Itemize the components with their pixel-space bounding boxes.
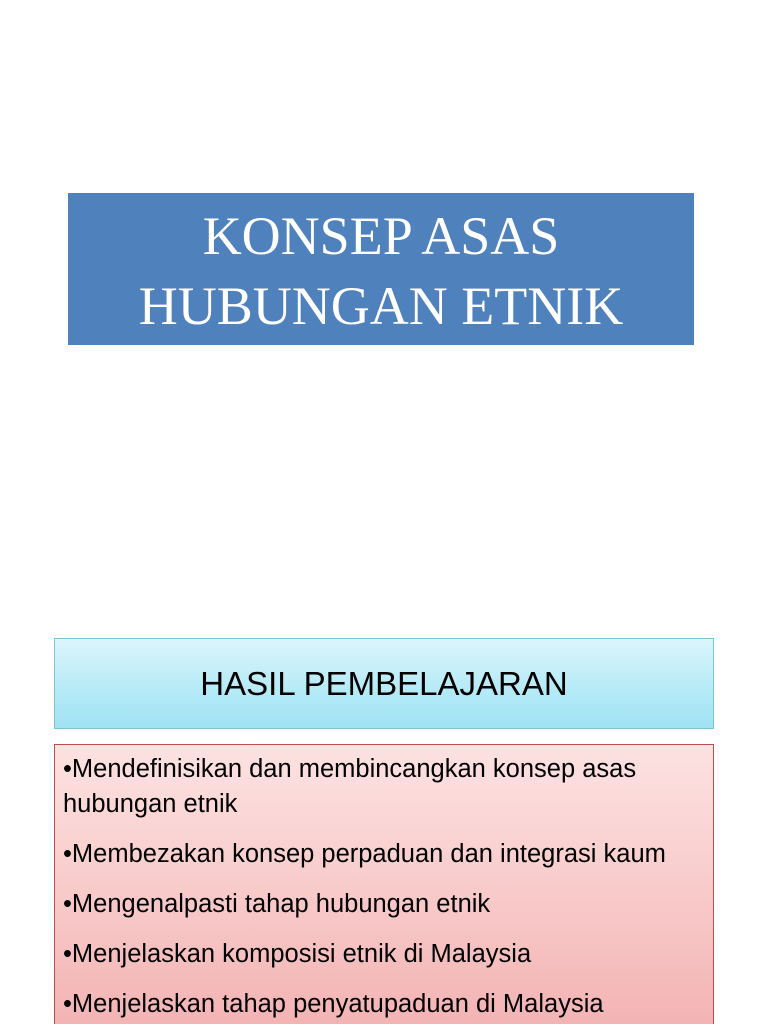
learning-outcomes-title: HASIL PEMBELAJARAN (200, 664, 568, 702)
list-item: •Menjelaskan tahap penyatupaduan di Malaysia (63, 990, 604, 1018)
title-line-1: KONSEP ASAS (202, 206, 560, 266)
title-line-2: HUBUNGAN ETNIK (138, 276, 624, 336)
title-banner (68, 193, 694, 345)
learning-outcomes-header (54, 638, 714, 729)
learning-outcomes-list (54, 744, 714, 1024)
list-item: •Mengenalpasti tahap hubungan etnik (63, 890, 491, 918)
list-item: •Menjelaskan komposisi etnik di Malaysia (63, 940, 532, 968)
list-item: •Membezakan konsep perpaduan dan integrasi kaum (63, 840, 666, 868)
list-item: •Mendefinisikan dan membincangkan konsep asas hubungan etnik (63, 755, 637, 818)
